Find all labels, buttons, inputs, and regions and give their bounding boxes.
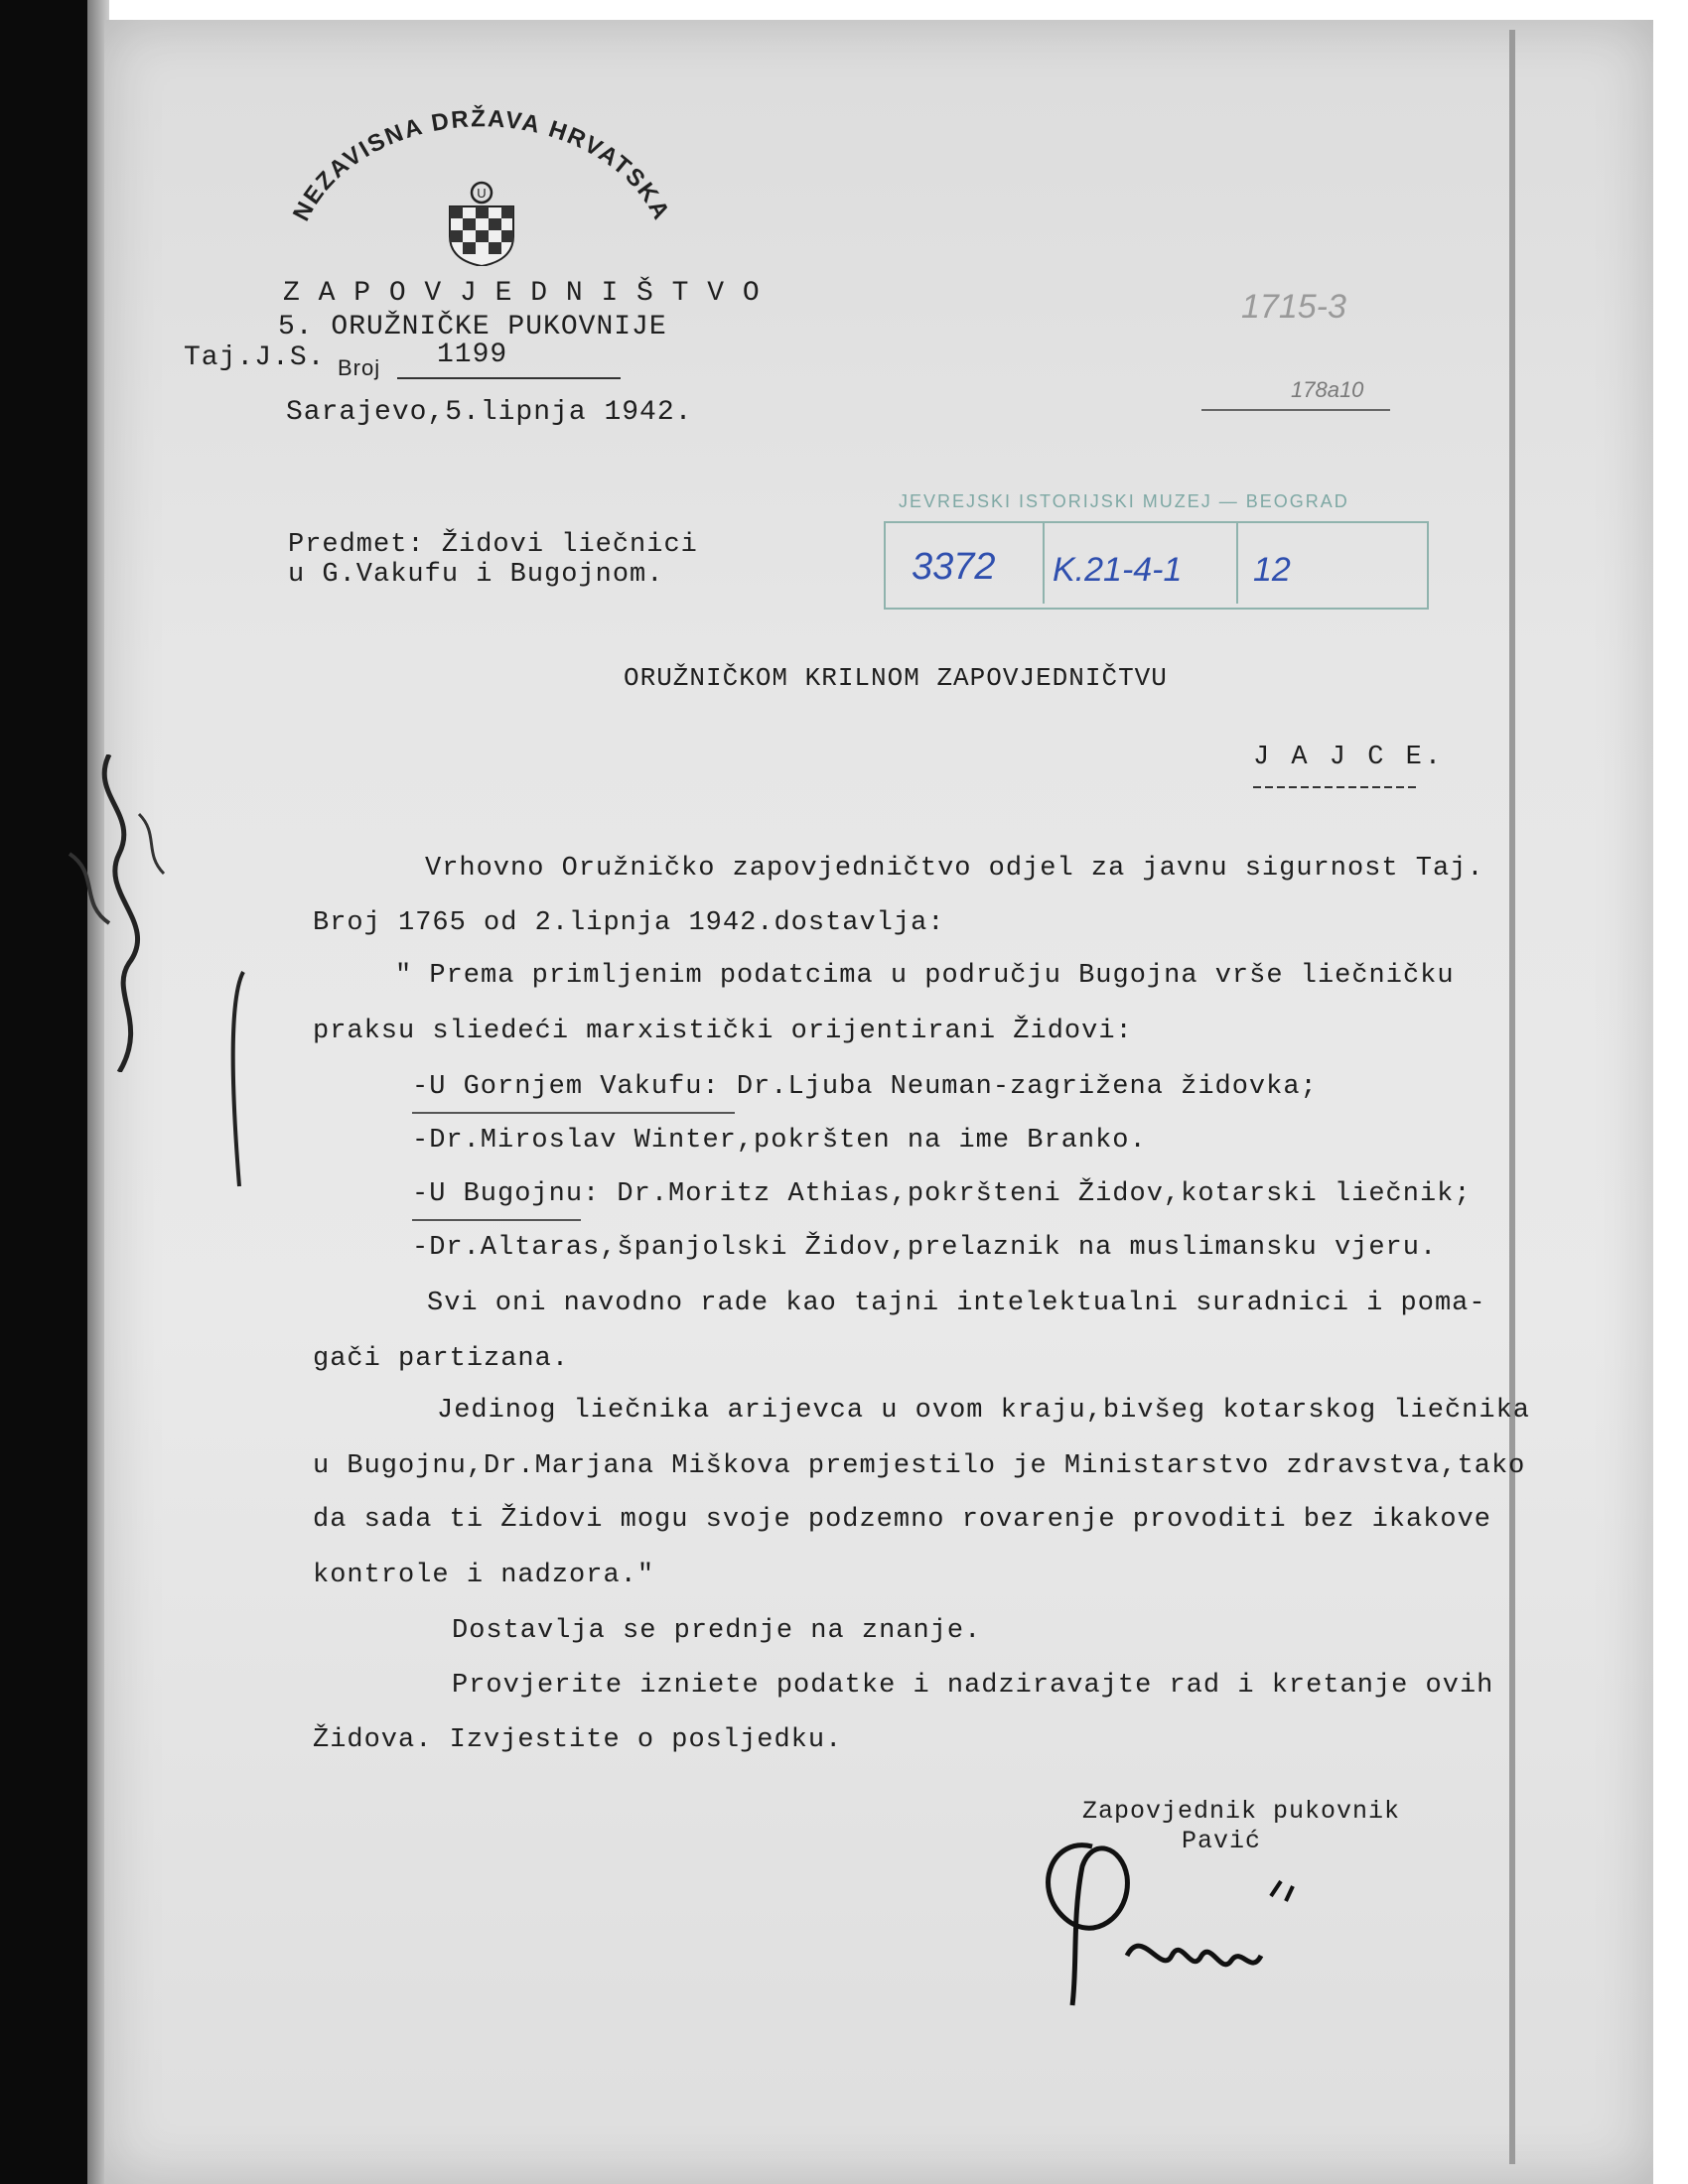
subject-line-1: Predmet: Židovi liečnici [288, 530, 698, 560]
place-and-date: Sarajevo,5.lipnja 1942. [286, 397, 693, 428]
body-line-15: Dostavlja se prednje na znanje. [452, 1616, 982, 1646]
office-name-line1: Z A P O V J E D N I Š T V O [283, 278, 761, 309]
stamp-divider-2 [1236, 523, 1238, 604]
scan-edge-dark [0, 0, 94, 2184]
body-line-11: Jedinog liečnika arijevca u ovom kraju,bivšeg kotarskog liečnika [437, 1396, 1530, 1426]
signatory-name: Pavić [1182, 1827, 1262, 1855]
reference-number: 1199 [437, 340, 508, 370]
mark-underline [1201, 409, 1390, 411]
body-line-6: -Dr.Miroslav Winter,pokršten na ime Branko. [412, 1126, 1147, 1156]
body-line-17: Židova. Izvjestite o posljedku. [313, 1725, 843, 1755]
handwritten-mark-2: 178a10 [1291, 377, 1364, 402]
subject-line-2: u G.Vakufu i Bugojnom. [288, 560, 664, 590]
coat-of-arms-icon [444, 181, 519, 266]
body-line-9: Svi oni navodno rade kao tajni intelektualni suradnici i poma- [427, 1289, 1486, 1318]
archive-stamp-header: JEVREJSKI ISTORIJSKI MUZEJ — BEOGRAD [899, 491, 1349, 511]
document-sheet [104, 20, 1653, 2184]
body-line-14: kontrole i nadzora." [313, 1561, 655, 1590]
body-underline-1 [412, 1112, 735, 1114]
stamp-shelf-mark: K.21-4-1 [1053, 551, 1183, 589]
signatory-title: Zapovjednik pukovnik [1082, 1797, 1401, 1826]
body-line-3: " Prema primljenim podatcima u području Bugojna vrše liečničku [395, 961, 1455, 991]
margin-bracket [223, 968, 247, 1191]
body-line-1: Vrhovno Oružničko zapovjedničtvo odjel za javnu sigurnost Taj. [425, 854, 1484, 884]
handwritten-mark-1: 1715-3 [1241, 288, 1346, 326]
body-line-2: Broj 1765 od 2.lipnja 1942.dostavlja: [313, 908, 945, 938]
body-line-13: da sada ti Židovi mogu svoje podzemno rovarenje provoditi bez ikakove [313, 1505, 1491, 1535]
sheet-right-edge [1509, 30, 1515, 2164]
body-line-7: -U Bugojnu: Dr.Moritz Athias,pokršteni Židov,kotarski liečnik; [412, 1179, 1472, 1209]
reference-prefix: Taj.J.S. [184, 342, 326, 373]
stamp-item-number: 12 [1253, 551, 1291, 589]
handwritten-signature [1033, 1807, 1331, 2015]
reference-underline [397, 377, 621, 379]
svg-text:U: U [477, 186, 487, 201]
body-line-8: -Dr.Altaras,španjolski Židov,prelaznik na muslimansku vjeru. [412, 1233, 1438, 1263]
office-name-line2: 5. ORUŽNIČKE PUKOVNIJE [278, 312, 667, 342]
recipient-line-2: J A J C E. [1253, 743, 1445, 772]
body-underline-2 [412, 1219, 581, 1221]
body-line-10: gači partizana. [313, 1344, 570, 1374]
recipient-line-1: ORUŽNIČKOM KRILNOM ZAPOVJEDNIČTVU [624, 663, 1168, 693]
body-line-12: u Bugojnu,Dr.Marjana Miškova premjestilo je Ministarstvo zdravstva,tako [313, 1451, 1526, 1481]
recipient-underline [1253, 786, 1417, 788]
stamp-registry-number: 3372 [912, 546, 996, 588]
body-line-5: -U Gornjem Vakufu: Dr.Ljuba Neuman-zagrižena židovka; [412, 1072, 1318, 1102]
reference-label: Broj [338, 355, 381, 380]
svg-text:NEZAVISNA DRŽAVA HRVATSKA: NEZAVISNA DRŽAVA HRVATSKA [287, 105, 676, 226]
stamp-divider-1 [1043, 523, 1045, 604]
binding-thread [50, 754, 169, 1072]
body-line-16: Provjerite izniete podatke i nadziravajte rad i kretanje ovih [452, 1671, 1494, 1701]
body-line-4: praksu sliedeći marxistički orijentirani Židovi: [313, 1017, 1133, 1046]
